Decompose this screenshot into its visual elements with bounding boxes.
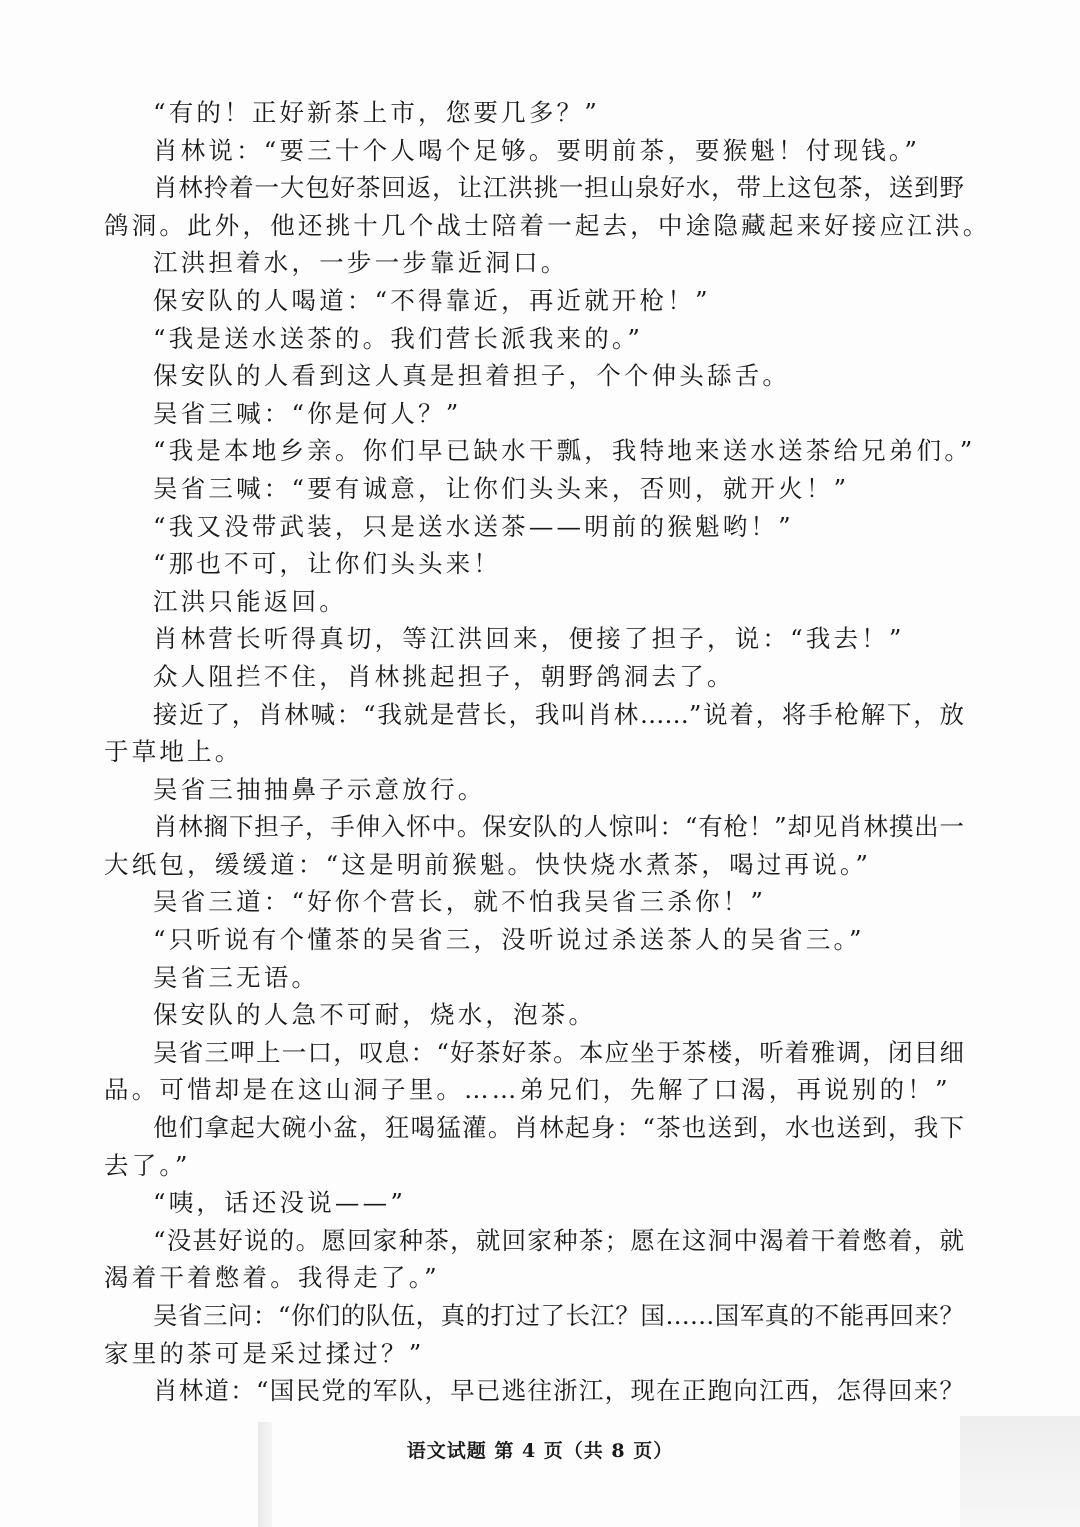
text-line: “没甚好说的。愿回家种茶，就回家种茶；愿在这洞中渴着干着憋着，就 <box>153 1225 964 1255</box>
text-line: “我是送水送茶的。我们营长派我来的。” <box>153 323 644 353</box>
text-line: 吴省三道：“好你个营长，就不怕我吴省三杀你！” <box>153 887 767 917</box>
text-line: 肖林拎着一大包好茶回返，让江洪挑一担山泉好水，带上这包茶，送到野 <box>153 173 964 203</box>
text-line: 肖林搁下担子，手伸入怀中。保安队的人惊叫：“有枪！”却见肖林摸出一 <box>153 812 964 842</box>
text-line: 众人阻拦不住，肖林挑起担子，朝野鸽洞去了。 <box>153 661 735 691</box>
text-line: 江洪担着水，一步一步靠近洞口。 <box>153 248 569 278</box>
text-line: 吴省三喊：“你是何人？” <box>153 398 462 428</box>
text-line: “那也不可，让你们头头来！ <box>153 549 502 579</box>
text-line: “我是本地乡亲。你们早已缺水干瓢，我特地来送水送茶给兄弟们。” <box>153 436 976 466</box>
text-line: 保安队的人看到这人真是担着担子，个个伸头舔舌。 <box>153 361 791 391</box>
text-line: 品。可惜却是在这山洞子里。……弟兄们，先解了口渴，再说别的！” <box>104 1075 951 1105</box>
text-line: “我又没带武装，只是送水送茶——明前的猴魁哟！” <box>153 511 794 541</box>
text-line: “咦，话还没说——” <box>153 1188 407 1218</box>
text-line: 吴省三问：“你们的队伍，真的打过了长江？国……国军真的不能再回来？ <box>153 1301 964 1330</box>
text-line: 去了。” <box>104 1150 191 1180</box>
text-line: 接近了，肖林喊：“我就是营长，我叫肖林……”说着，将手枪解下，放 <box>153 699 964 729</box>
text-line: 吴省三喊：“要有诚意，让你们头头来，否则，就开火！” <box>153 473 850 503</box>
body-text <box>104 94 991 1410</box>
text-line: 鸽洞。此外，他还挑十几个战士陪着一起去，中途隐藏起来好接应江洪。 <box>104 210 991 240</box>
scan-shadow-right <box>960 1416 1080 1527</box>
text-line: 肖林说：“要三十个人喝个足够。要明前茶，要猴魁！付现钱。” <box>153 135 921 165</box>
text-line: 保安队的人急不可耐，烧水，泡茶。 <box>153 1000 597 1030</box>
text-line: 肖林营长听得真切，等江洪回来，便接了担子，说：“我去！” <box>153 624 905 654</box>
text-line: 吴省三抽抽鼻子示意放行。 <box>153 774 486 804</box>
text-line: “只听说有个懂茶的吴省三，没听说过杀送茶人的吴省三。” <box>153 925 865 955</box>
text-line: 大纸包，缓缓道：“这是明前猴魁。快快烧水煮茶，喝过再说。” <box>104 849 872 879</box>
text-line: 于草地上。 <box>104 737 243 767</box>
text-line: 江洪只能返回。 <box>153 586 347 616</box>
text-line: “有的！正好新茶上市，您要几多？” <box>153 98 600 127</box>
text-line: 吴省三呷上一口，叹息：“好茶好茶。本应坐于茶楼，听着雅调，闭目细 <box>153 1037 964 1067</box>
text-line: 吴省三无语。 <box>153 962 320 992</box>
text-line: 家里的茶可是采过揉过？” <box>104 1338 425 1368</box>
text-line: 渴着干着憋着。我得走了。” <box>104 1263 440 1293</box>
text-line: 他们拿起大碗小盆，狂喝猛灌。肖林起身：“茶也送到，水也送到，我下 <box>153 1113 964 1143</box>
page-footer: 语文试题 第 4 页（共 8 页） <box>406 1440 674 1462</box>
text-line: 肖林道：“国民党的军队，早已逃往浙江，现在正跑向江西，怎得回来？ <box>153 1376 964 1406</box>
text-line: 保安队的人喝道：“不得靠近，再近就开枪！” <box>153 285 711 315</box>
